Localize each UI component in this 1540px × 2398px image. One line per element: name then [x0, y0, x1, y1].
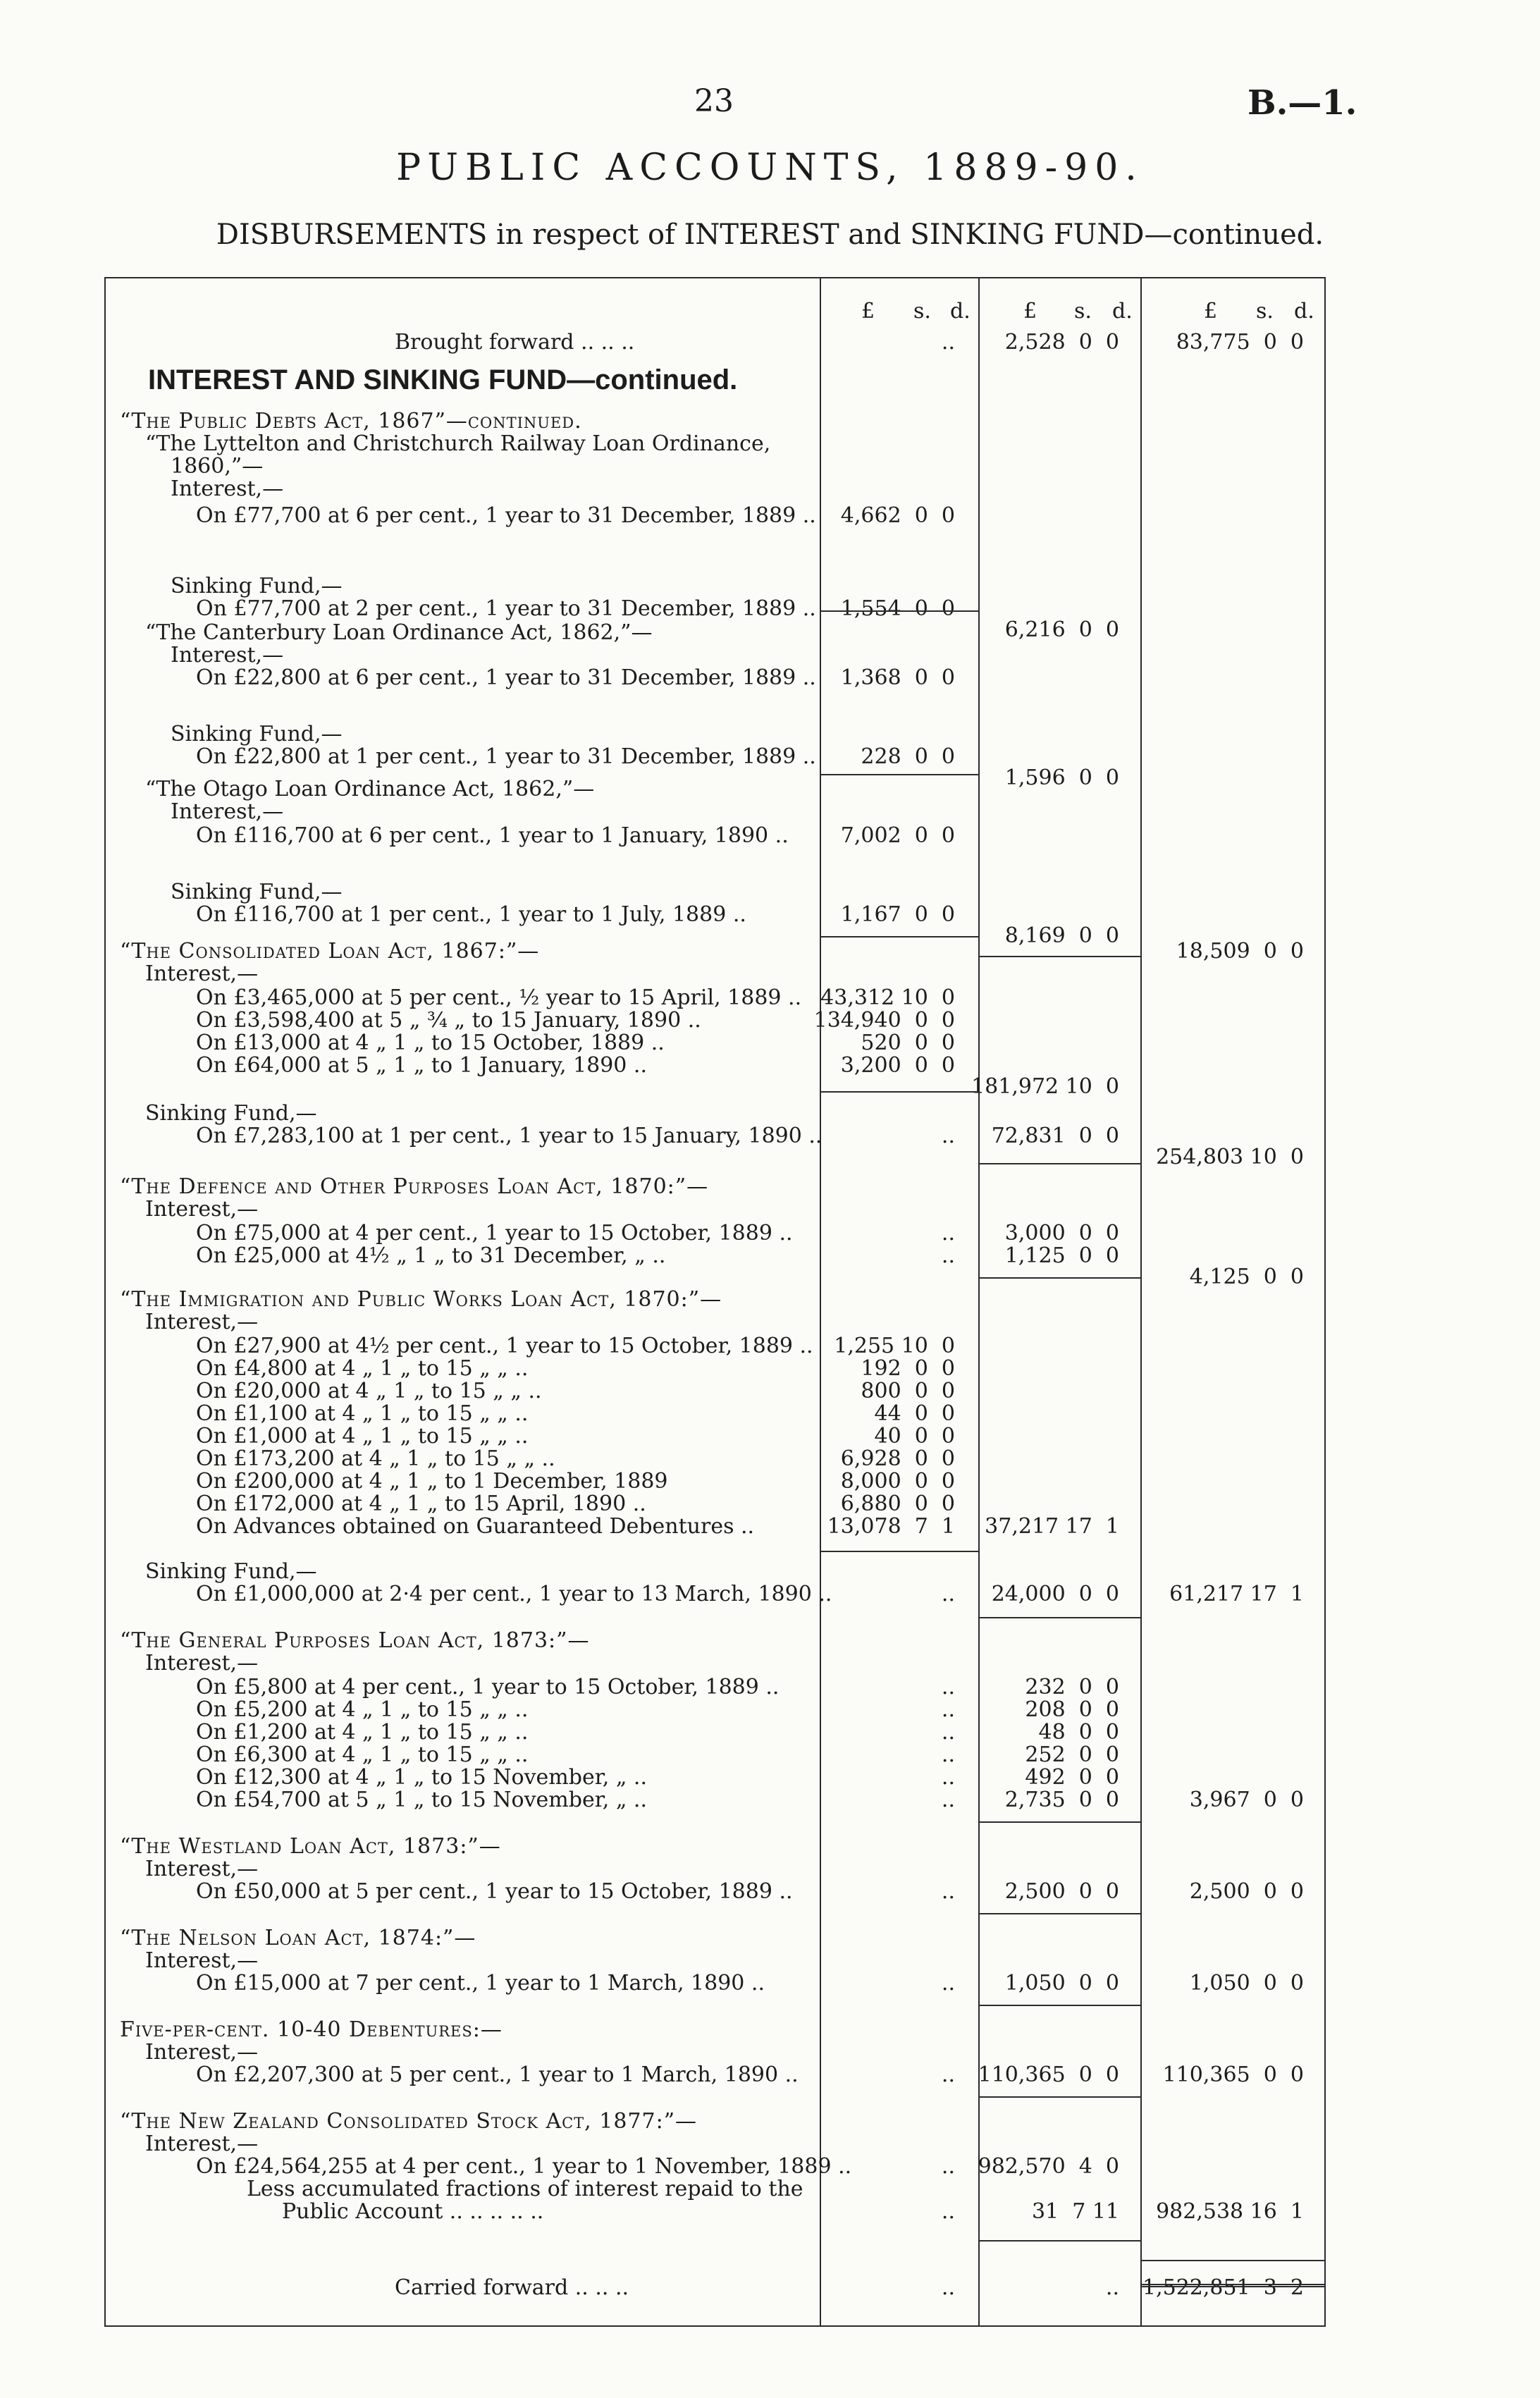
amount-c1: ..: [941, 1879, 955, 1904]
subtotal-rule: [978, 1617, 1140, 1618]
page-number: 23: [694, 83, 734, 119]
amount-c1: ..: [941, 1243, 955, 1268]
row-description: Interest,—: [171, 643, 284, 668]
row-description: Interest,—: [145, 1310, 259, 1334]
amount-c2: ..: [1105, 2275, 1119, 2300]
row-description: On £20,000 at 4 „ 1 „ to 15 „ „ ..: [196, 1379, 542, 1403]
row-description: On £173,200 at 4 „ 1 „ to 15 „ „ ..: [196, 1446, 555, 1471]
amount-c1: 1,368 0 0: [840, 665, 955, 690]
row-description: “The Lyttelton and Christchurch Railway Loan Ordinance,: [145, 431, 771, 456]
row-description: On £200,000 at 4 „ 1 „ to 1 December, 1889: [196, 1469, 668, 1494]
row-description: Sinking Fund,—: [171, 722, 343, 746]
row-description: On £3,598,400 at 5 „ ¾ „ to 15 January, 1890 ..: [196, 1008, 701, 1033]
row-description: On £3,465,000 at 5 per cent., ½ year to 15 April, 1889 ..: [196, 985, 802, 1010]
subtotal-rule: [978, 1821, 1140, 1823]
amount-c1: ..: [941, 1582, 955, 1606]
amount-c1: 8,000 0 0: [840, 1469, 955, 1494]
row-description: “The Immigration and Public Works Loan Act, 1870:”—: [120, 1287, 722, 1312]
row-description: On £1,000,000 at 2·4 per cent., 1 year to 13 March, 1890 ..: [196, 1582, 832, 1606]
amount-c2: 24,000 0 0: [991, 1582, 1119, 1606]
row-description: Five-per-cent. 10-40 Debentures:—: [120, 2017, 503, 2042]
col1-shilling-header: s.: [913, 299, 931, 324]
row-description: Interest,—: [171, 476, 284, 501]
col1-pence-header: d.: [950, 299, 971, 324]
row-description: “The New Zealand Consolidated Stock Act, 1877:”—: [120, 2109, 698, 2134]
amount-c3: 4,125 0 0: [1189, 1265, 1304, 1289]
row-description: On £64,000 at 5 „ 1 „ to 1 January, 1890 ..: [196, 1053, 647, 1078]
row-description: On £50,000 at 5 per cent., 1 year to 15 October, 1889 ..: [196, 1879, 793, 1904]
amount-c1: ..: [941, 2199, 955, 2224]
subtotal-rule: [978, 2005, 1140, 2006]
row-description: “The Defence and Other Purposes Loan Act, 1870:”—: [120, 1174, 709, 1199]
row-description: Sinking Fund,—: [171, 880, 343, 904]
row-description: On £13,000 at 4 „ 1 „ to 15 October, 1889 ..: [196, 1031, 665, 1055]
row-description: On £5,200 at 4 „ 1 „ to 15 „ „ ..: [196, 1697, 529, 1722]
amount-c1: ..: [941, 1765, 955, 1790]
amount-c1: 6,880 0 0: [840, 1492, 955, 1516]
subtotal-rule: [1140, 2260, 1326, 2261]
amount-c1: 192 0 0: [861, 1356, 955, 1381]
amount-c2: 208 0 0: [1025, 1697, 1119, 1722]
amount-c1: 43,312 10 0: [820, 985, 955, 1010]
col2-pence-header: d.: [1112, 299, 1133, 324]
amount-c2: 181,972 10 0: [971, 1074, 1119, 1099]
row-description: On £4,800 at 4 „ 1 „ to 15 „ „ ..: [196, 1356, 529, 1381]
amount-c2: 6,216 0 0: [1004, 617, 1119, 642]
total-rule: [1140, 2284, 1326, 2287]
amount-c2: 72,831 0 0: [991, 1124, 1119, 1148]
row-description: On £77,700 at 6 per cent., 1 year to 31 December, 1889 ..: [196, 503, 816, 528]
subtotal-rule: [820, 1551, 978, 1552]
subtotal-rule: [978, 1277, 1140, 1279]
row-description: Less accumulated fractions of interest repaid to the: [247, 2177, 803, 2201]
amount-c1: 1,554 0 0: [840, 596, 955, 621]
amount-c1: ..: [941, 1221, 955, 1246]
amount-c3: 1,522,851 3 2: [1142, 2275, 1304, 2300]
amount-c2: 982,570 4 0: [978, 2154, 1119, 2179]
row-description: Interest,—: [145, 1857, 259, 1881]
row-description: “The Otago Loan Ordinance Act, 1862,”—: [145, 777, 595, 801]
row-description: Carried forward .. .. ..: [395, 2275, 629, 2300]
row-description: “The General Purposes Loan Act, 1873:”—: [120, 1628, 590, 1653]
amount-c1: ..: [941, 330, 955, 355]
amount-c2: 48 0 0: [1038, 1720, 1119, 1745]
amount-c3: 982,538 16 1: [1156, 2199, 1304, 2224]
amount-c1: 800 0 0: [861, 1379, 955, 1403]
row-description: On £116,700 at 1 per cent., 1 year to 1 July, 1889 ..: [196, 902, 746, 927]
amount-c1: 1,255 10 0: [834, 1334, 955, 1358]
amount-c1: 3,200 0 0: [840, 1053, 955, 1078]
amount-c1: 7,002 0 0: [840, 823, 955, 848]
row-description: On £75,000 at 4 per cent., 1 year to 15 October, 1889 ..: [196, 1221, 793, 1246]
amount-c1: ..: [941, 1720, 955, 1745]
subtotal-rule: [978, 956, 1140, 957]
row-description: On Advances obtained on Guaranteed Debentures ..: [196, 1514, 755, 1539]
subtotal-rule: [978, 1163, 1140, 1164]
amount-c1: 4,662 0 0: [840, 503, 955, 528]
amount-c1: 44 0 0: [874, 1401, 955, 1426]
amount-c2: 492 0 0: [1025, 1765, 1119, 1790]
amount-c1: 13,078 7 1: [827, 1514, 955, 1539]
amount-c2: 1,125 0 0: [1004, 1243, 1119, 1268]
amount-c1: ..: [941, 2062, 955, 2087]
amount-c1: 520 0 0: [861, 1031, 955, 1055]
row-description: “The Nelson Loan Act, 1874:”—: [120, 1926, 476, 1950]
row-description: On £172,000 at 4 „ 1 „ to 15 April, 1890 ..: [196, 1492, 646, 1516]
row-description: “The Consolidated Loan Act, 1867:”—: [120, 939, 540, 964]
amount-c1: ..: [941, 1742, 955, 1767]
amount-c1: ..: [941, 1788, 955, 1812]
amount-c1: 134,940 0 0: [813, 1008, 955, 1033]
amount-c2: 1,596 0 0: [1004, 765, 1119, 790]
amount-c1: ..: [941, 2275, 955, 2300]
amount-c2: 1,050 0 0: [1004, 1971, 1119, 1996]
row-description: On £1,000 at 4 „ 1 „ to 15 „ „ ..: [196, 1424, 529, 1449]
row-description: Interest,—: [145, 1948, 259, 1973]
column-divider: [1140, 277, 1142, 2327]
row-description: 1860,”—: [171, 454, 264, 479]
row-description: “The Westland Loan Act, 1873:”—: [120, 1834, 501, 1859]
row-description: On £27,900 at 4½ per cent., 1 year to 15 October, 1889 ..: [196, 1334, 813, 1358]
row-description: On £1,200 at 4 „ 1 „ to 15 „ „ ..: [196, 1720, 529, 1745]
col3-shilling-header: s.: [1256, 299, 1274, 324]
row-description: On £1,100 at 4 „ 1 „ to 15 „ „ ..: [196, 1401, 529, 1426]
amount-c3: 3,967 0 0: [1189, 1788, 1304, 1812]
row-description: Sinking Fund,—: [171, 574, 343, 598]
subtotal-rule: [978, 2096, 1140, 2098]
amount-c2: 37,217 17 1: [985, 1514, 1119, 1539]
page-subtitle: DISBURSEMENTS in respect of INTEREST and SINKING FUND—continued.: [216, 219, 1324, 251]
amount-c2: 252 0 0: [1025, 1742, 1119, 1767]
row-description: Public Account .. .. .. .. ..: [282, 2199, 544, 2224]
col3-pence-header: d.: [1294, 299, 1314, 324]
row-description: On £15,000 at 7 per cent., 1 year to 1 March, 1890 ..: [196, 1971, 765, 1996]
row-description: On £24,564,255 at 4 per cent., 1 year to 1 November, 1889 ..: [196, 2154, 852, 2179]
row-description: Brought forward .. .. ..: [395, 330, 635, 355]
amount-c2: 8,169 0 0: [1004, 923, 1119, 948]
row-description: On £54,700 at 5 „ 1 „ to 15 November, „ ..: [196, 1788, 647, 1812]
amount-c2: 232 0 0: [1025, 1675, 1119, 1699]
subtotal-rule: [978, 1913, 1140, 1914]
subtotal-rule: [820, 774, 978, 775]
page-title: PUBLIC ACCOUNTS, 1889-90.: [396, 147, 1144, 189]
subtotal-rule: [820, 936, 978, 937]
amount-c1: ..: [941, 1971, 955, 1996]
amount-c2: 2,528 0 0: [1004, 330, 1119, 355]
amount-c2: 3,000 0 0: [1004, 1221, 1119, 1246]
row-description: “The Public Debts Act, 1867”—continued.: [120, 409, 582, 434]
col3-pound-header: £: [1204, 299, 1218, 324]
amount-c3: 1,050 0 0: [1189, 1971, 1304, 1996]
row-description: Sinking Fund,—: [145, 1559, 317, 1584]
amount-c2: 31 7 11: [1031, 2199, 1119, 2224]
amount-c2: 2,735 0 0: [1004, 1788, 1119, 1812]
subtotal-rule: [820, 1091, 978, 1093]
amount-c3: 83,775 0 0: [1176, 330, 1304, 355]
row-description: On £2,207,300 at 5 per cent., 1 year to 1 March, 1890 ..: [196, 2062, 799, 2087]
document-reference: B.—1.: [1248, 83, 1357, 123]
row-description: Interest,—: [145, 1651, 259, 1675]
amount-c1: 228 0 0: [861, 744, 955, 769]
col2-shilling-header: s.: [1074, 299, 1092, 324]
amount-c1: 1,167 0 0: [840, 902, 955, 927]
column-divider: [820, 277, 821, 2327]
col1-pound-header: £: [861, 299, 875, 324]
amount-c1: ..: [941, 2154, 955, 2179]
row-description: Interest,—: [145, 1197, 259, 1222]
row-description: On £12,300 at 4 „ 1 „ to 15 November, „ ..: [196, 1765, 647, 1790]
subtotal-rule: [978, 2240, 1140, 2242]
amount-c3: 110,365 0 0: [1162, 2062, 1304, 2087]
column-divider: [978, 277, 980, 2327]
amount-c3: 61,217 17 1: [1169, 1582, 1304, 1606]
row-description: On £5,800 at 4 per cent., 1 year to 15 October, 1889 ..: [196, 1675, 780, 1699]
row-description: On £116,700 at 6 per cent., 1 year to 1 January, 1890 ..: [196, 823, 789, 848]
amount-c3: 18,509 0 0: [1176, 939, 1304, 964]
row-description: On £22,800 at 1 per cent., 1 year to 31 December, 1889 ..: [196, 744, 816, 769]
row-description: On £22,800 at 6 per cent., 1 year to 31 December, 1889 ..: [196, 665, 816, 690]
row-description: On £6,300 at 4 „ 1 „ to 15 „ „ ..: [196, 1742, 529, 1767]
row-description: Sinking Fund,—: [145, 1101, 317, 1126]
amount-c1: 6,928 0 0: [840, 1446, 955, 1471]
row-description: On £7,283,100 at 1 per cent., 1 year to 15 January, 1890 ..: [196, 1124, 823, 1148]
amount-c2: 2,500 0 0: [1004, 1879, 1119, 1904]
col2-pound-header: £: [1023, 299, 1037, 324]
section-heading: INTEREST AND SINKING FUND—continued.: [148, 364, 738, 395]
row-description: On £77,700 at 2 per cent., 1 year to 31 December, 1889 ..: [196, 596, 816, 621]
amount-c1: ..: [941, 1697, 955, 1722]
amount-c1: ..: [941, 1124, 955, 1148]
amount-c1: ..: [941, 1675, 955, 1699]
amount-c3: 254,803 10 0: [1156, 1145, 1304, 1169]
row-description: Interest,—: [145, 961, 259, 986]
row-description: “The Canterbury Loan Ordinance Act, 1862,”—: [145, 620, 653, 645]
amount-c1: 40 0 0: [874, 1424, 955, 1449]
subtotal-rule: [820, 610, 978, 612]
row-description: On £25,000 at 4½ „ 1 „ to 31 December, „ ..: [196, 1243, 666, 1268]
row-description: Interest,—: [145, 2132, 259, 2156]
amount-c3: 2,500 0 0: [1189, 1879, 1304, 1904]
row-description: Interest,—: [145, 2040, 259, 2065]
amount-c2: 110,365 0 0: [978, 2062, 1119, 2087]
row-description: Interest,—: [171, 799, 284, 824]
